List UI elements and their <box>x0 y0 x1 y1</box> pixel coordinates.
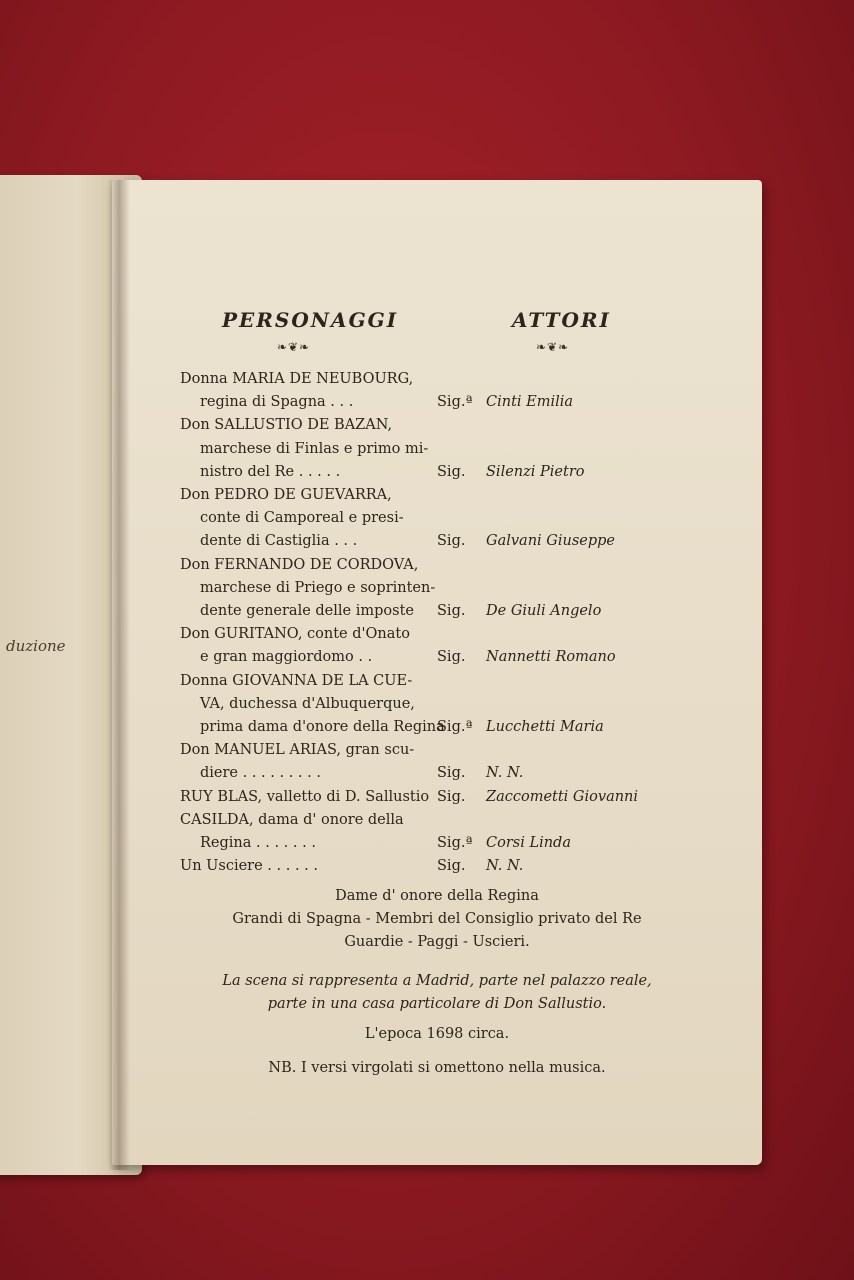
spine-shadow <box>108 180 130 1170</box>
ornament-right-icon: ❧❦❧ <box>536 340 570 354</box>
actor-name: Galvani Giuseppe <box>486 533 616 550</box>
cast-row <box>112 693 762 716</box>
cast-row <box>112 484 762 507</box>
role-text: conte di Camporeal e presi- <box>200 510 404 527</box>
cast-row <box>112 716 762 739</box>
cast-row <box>112 530 762 553</box>
actor-name: N. N. <box>486 765 524 782</box>
cast-row <box>112 600 762 623</box>
cast-row <box>112 461 762 484</box>
cast-row <box>112 577 762 600</box>
extras-line: Dame d' onore della Regina <box>335 888 539 904</box>
role-text: Un Usciere . . . . . . <box>180 858 318 875</box>
cast-row <box>112 809 762 832</box>
cast-row <box>112 554 762 577</box>
role-text: Don GURITANO, conte d'Onato <box>180 626 410 643</box>
header-personaggi: PERSONAGGI <box>222 308 399 332</box>
actor-name: Silenzi Pietro <box>486 463 585 480</box>
ornament-left-icon: ❧❦❧ <box>277 340 311 354</box>
role-text: Don SALLUSTIO DE BAZAN, <box>180 417 393 434</box>
role-text: diere . . . . . . . . . <box>200 765 321 782</box>
role-text: Donna MARIA DE NEUBOURG, <box>180 371 414 387</box>
actor-name: Lucchetti Maria <box>486 719 604 735</box>
role-text: Don FERNANDO DE CORDOVA, <box>180 556 419 573</box>
epoch-line: L'epoca 1698 circa. <box>364 1026 510 1042</box>
right-page <box>112 180 762 1165</box>
cast-row <box>112 762 762 785</box>
role-text: dente di Castiglia . . . <box>200 533 358 550</box>
cast-row <box>112 670 762 693</box>
extras-line: Grandi di Spagna - Membri del Consiglio privato del Re <box>232 911 642 927</box>
sig-title: Sig.ª <box>437 719 473 735</box>
role-text: Donna GIOVANNA DE LA CUE- <box>180 672 413 689</box>
header-attori: ATTORI <box>512 308 611 332</box>
sig-title: Sig. <box>437 858 466 875</box>
sig-title: Sig. <box>437 603 466 619</box>
actor-name: Corsi Linda <box>486 835 571 851</box>
sig-title: Sig. <box>437 788 466 805</box>
sig-title: Sig. <box>437 463 466 480</box>
scene-line: parte in una casa particolare di Don Sallustio. <box>267 996 607 1012</box>
role-text: regina di Spagna . . . <box>200 394 354 411</box>
role-text: marchese di Priego e soprinten- <box>200 579 436 596</box>
role-text: Don MANUEL ARIAS, gran scu- <box>180 742 415 759</box>
role-text: nistro del Re . . . . . <box>200 463 341 480</box>
role-text: dente generale delle imposte <box>200 603 414 619</box>
role-text: RUY BLAS, valletto di D. Sallustio <box>180 788 430 805</box>
sig-title: Sig.ª <box>437 394 473 411</box>
role-text: Don PEDRO DE GUEVARRA, <box>180 487 392 503</box>
role-text: Regina . . . . . . . <box>200 835 316 851</box>
cast-row <box>112 368 762 391</box>
cast-row <box>112 507 762 530</box>
actor-name: Cinti Emilia <box>486 394 574 411</box>
cast-row <box>112 623 762 646</box>
actor-name: De Giuli Angelo <box>486 603 602 619</box>
role-text: CASILDA, dama d' onore della <box>180 811 404 828</box>
extras-line: Guardie - Paggi - Uscieri. <box>344 934 530 950</box>
sig-title: Sig.ª <box>437 835 473 851</box>
left-page-fragment: duzione <box>6 637 66 655</box>
cast-row <box>112 855 762 878</box>
cast-row <box>112 786 762 809</box>
actor-name: Zaccometti Giovanni <box>486 788 639 805</box>
cast-row <box>112 414 762 437</box>
sig-title: Sig. <box>437 649 466 666</box>
role-text: prima dama d'onore della Regina <box>200 719 445 735</box>
sig-title: Sig. <box>437 765 466 782</box>
scene-line: La scena si rappresenta a Madrid, parte nel palazzo reale, <box>222 973 652 989</box>
cast-row <box>112 438 762 461</box>
cast-row <box>112 391 762 414</box>
cast-row <box>112 646 762 669</box>
actor-name: N. N. <box>486 858 524 875</box>
cast-row <box>112 832 762 855</box>
role-text: e gran maggiordomo . . <box>200 649 373 666</box>
note-line: NB. I versi virgolati si omettono nella musica. <box>268 1060 606 1076</box>
role-text: marchese di Finlas e primo mi- <box>200 440 429 457</box>
actor-name: Nannetti Romano <box>486 649 616 666</box>
cast-row <box>112 739 762 762</box>
role-text: VA, duchessa d'Albuquerque, <box>200 695 415 712</box>
sig-title: Sig. <box>437 533 466 550</box>
